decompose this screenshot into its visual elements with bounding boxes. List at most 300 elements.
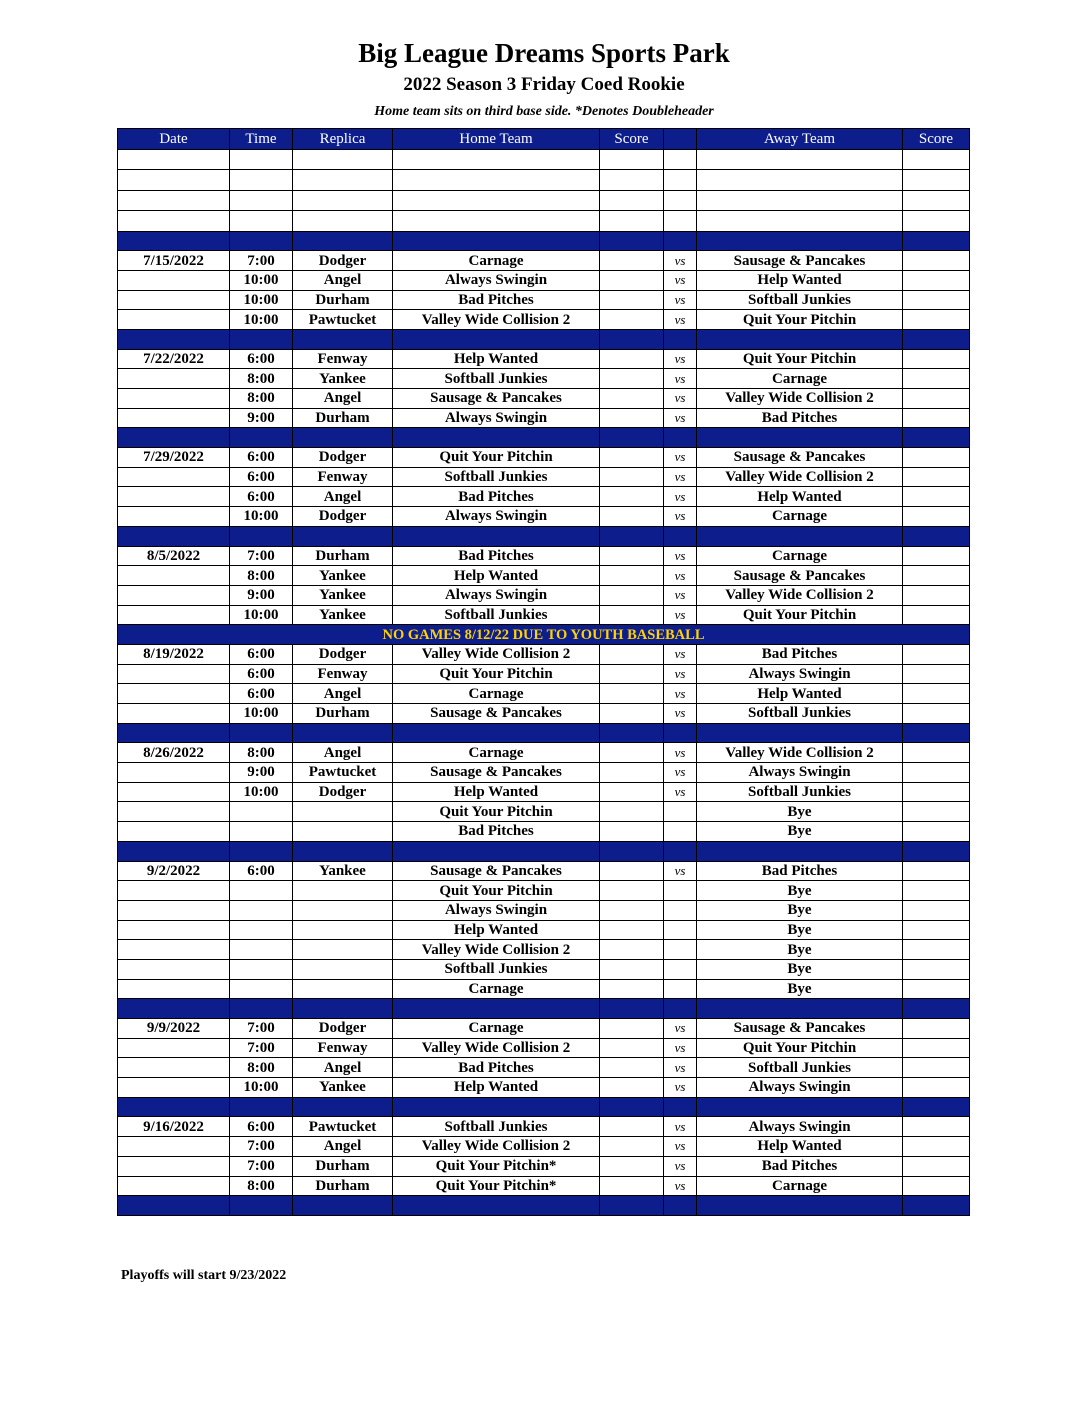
away-team-cell: Always Swingin: [697, 1078, 903, 1098]
separator-cell: [230, 526, 293, 546]
time-cell: 6:00: [230, 467, 293, 487]
replica-cell: Yankee: [293, 585, 393, 605]
away-team-cell: Sausage & Pancakes: [697, 1019, 903, 1039]
time-cell: 10:00: [230, 310, 293, 330]
home-team-cell: Help Wanted: [393, 566, 600, 586]
home-team-cell: Always Swingin: [393, 900, 600, 920]
blank-cell: [393, 211, 600, 232]
game-row: [118, 743, 970, 763]
replica-cell: Yankee: [293, 1078, 393, 1098]
separator-cell: [664, 231, 697, 251]
home-team-cell: Quit Your Pitchin: [393, 881, 600, 901]
away-score-cell: [903, 959, 970, 979]
week-separator-row: [118, 329, 970, 349]
date-cell: 8/19/2022: [118, 644, 230, 664]
date-cell: [118, 566, 230, 586]
vs-cell: vs: [664, 644, 697, 664]
away-team-cell: Softball Junkies: [697, 704, 903, 724]
vs-cell: vs: [664, 605, 697, 625]
blank-cell: [697, 149, 903, 170]
date-cell: 9/9/2022: [118, 1019, 230, 1039]
away-team-cell: Softball Junkies: [697, 782, 903, 802]
away-team-cell: Quit Your Pitchin: [697, 1038, 903, 1058]
vs-cell: vs: [664, 1038, 697, 1058]
separator-cell: [903, 231, 970, 251]
separator-cell: [664, 526, 697, 546]
away-team-cell: Bad Pitches: [697, 1156, 903, 1176]
game-row: [118, 270, 970, 290]
away-score-cell: [903, 487, 970, 507]
separator-cell: [293, 329, 393, 349]
home-score-cell: [600, 605, 664, 625]
separator-cell: [118, 526, 230, 546]
home-score-cell: [600, 1156, 664, 1176]
home-score-cell: [600, 349, 664, 369]
away-score-cell: [903, 310, 970, 330]
replica-cell: [293, 822, 393, 842]
time-cell: 6:00: [230, 664, 293, 684]
home-team-cell: Sausage & Pancakes: [393, 704, 600, 724]
game-row: [118, 310, 970, 330]
blank-cell: [230, 149, 293, 170]
time-cell: 8:00: [230, 566, 293, 586]
away-score-cell: [903, 979, 970, 999]
home-score-cell: [600, 743, 664, 763]
week-separator-row: [118, 999, 970, 1019]
home-team-cell: Quit Your Pitchin: [393, 448, 600, 468]
blank-cell: [903, 190, 970, 211]
time-cell: 8:00: [230, 389, 293, 409]
date-cell: [118, 802, 230, 822]
home-score-cell: [600, 920, 664, 940]
separator-cell: [664, 329, 697, 349]
time-cell: 7:00: [230, 1038, 293, 1058]
blank-cell: [118, 211, 230, 232]
time-cell: 7:00: [230, 1156, 293, 1176]
away-team-cell: Always Swingin: [697, 664, 903, 684]
game-row: [118, 1137, 970, 1157]
week-separator-row: [118, 841, 970, 861]
time-cell: [230, 979, 293, 999]
game-row: [118, 959, 970, 979]
separator-cell: [600, 1097, 664, 1117]
away-team-cell: Always Swingin: [697, 763, 903, 783]
away-score-cell: [903, 507, 970, 527]
home-team-cell: Quit Your Pitchin: [393, 802, 600, 822]
away-score-cell: [903, 763, 970, 783]
home-score-cell: [600, 1019, 664, 1039]
separator-cell: [230, 1196, 293, 1216]
blank-cell: [230, 190, 293, 211]
away-score-cell: [903, 684, 970, 704]
replica-cell: Dodger: [293, 507, 393, 527]
away-score-cell: [903, 900, 970, 920]
separator-cell: [393, 1196, 600, 1216]
home-score-cell: [600, 684, 664, 704]
replica-cell: Durham: [293, 546, 393, 566]
blank-cell: [664, 149, 697, 170]
time-cell: 10:00: [230, 605, 293, 625]
vs-cell: [664, 940, 697, 960]
game-row: [118, 1176, 970, 1196]
away-score-cell: [903, 290, 970, 310]
date-cell: [118, 704, 230, 724]
home-team-cell: Bad Pitches: [393, 822, 600, 842]
vs-cell: vs: [664, 782, 697, 802]
game-row: [118, 1156, 970, 1176]
vs-cell: vs: [664, 743, 697, 763]
away-team-cell: Softball Junkies: [697, 1058, 903, 1078]
blank-cell: [230, 170, 293, 191]
away-team-cell: Carnage: [697, 507, 903, 527]
separator-cell: [293, 841, 393, 861]
replica-cell: Durham: [293, 1156, 393, 1176]
away-team-cell: Bad Pitches: [697, 861, 903, 881]
separator-cell: [293, 1196, 393, 1216]
col-header-away-team: Away Team: [697, 129, 903, 150]
blank-cell: [903, 149, 970, 170]
date-cell: [118, 389, 230, 409]
replica-cell: Angel: [293, 389, 393, 409]
blank-cell: [600, 211, 664, 232]
game-row: [118, 1058, 970, 1078]
date-cell: [118, 900, 230, 920]
col-header-away-score: Score: [903, 129, 970, 150]
away-score-cell: [903, 664, 970, 684]
game-row: [118, 369, 970, 389]
game-row: [118, 940, 970, 960]
table-header-row: [118, 129, 970, 150]
date-cell: [118, 310, 230, 330]
date-cell: [118, 763, 230, 783]
date-cell: [118, 1137, 230, 1157]
schedule-body: [118, 149, 970, 1215]
date-cell: 7/29/2022: [118, 448, 230, 468]
home-score-cell: [600, 959, 664, 979]
home-score-cell: [600, 1058, 664, 1078]
vs-cell: [664, 881, 697, 901]
vs-cell: vs: [664, 507, 697, 527]
schedule-table: [117, 128, 970, 1216]
home-team-cell: Softball Junkies: [393, 605, 600, 625]
replica-cell: Fenway: [293, 467, 393, 487]
replica-cell: [293, 940, 393, 960]
vs-cell: vs: [664, 1156, 697, 1176]
separator-cell: [697, 428, 903, 448]
replica-cell: Angel: [293, 743, 393, 763]
home-score-cell: [600, 1117, 664, 1137]
home-score-cell: [600, 900, 664, 920]
no-games-notice: NO GAMES 8/12/22 DUE TO YOUTH BASEBALL: [118, 625, 970, 645]
blank-row: [118, 211, 970, 232]
away-score-cell: [903, 743, 970, 763]
home-score-cell: [600, 979, 664, 999]
game-row: [118, 448, 970, 468]
time-cell: 8:00: [230, 1176, 293, 1196]
home-score-cell: [600, 861, 664, 881]
blank-cell: [118, 149, 230, 170]
separator-cell: [697, 1097, 903, 1117]
week-separator-row: [118, 428, 970, 448]
time-cell: 6:00: [230, 349, 293, 369]
away-score-cell: [903, 1156, 970, 1176]
separator-cell: [118, 999, 230, 1019]
time-cell: 7:00: [230, 1019, 293, 1039]
home-team-cell: Quit Your Pitchin*: [393, 1156, 600, 1176]
date-cell: [118, 979, 230, 999]
vs-cell: [664, 822, 697, 842]
home-team-cell: Valley Wide Collision 2: [393, 1137, 600, 1157]
time-cell: [230, 920, 293, 940]
home-score-cell: [600, 448, 664, 468]
away-team-cell: Sausage & Pancakes: [697, 566, 903, 586]
replica-cell: Fenway: [293, 664, 393, 684]
away-score-cell: [903, 1117, 970, 1137]
game-row: [118, 802, 970, 822]
away-team-cell: Valley Wide Collision 2: [697, 743, 903, 763]
replica-cell: Pawtucket: [293, 310, 393, 330]
time-cell: 6:00: [230, 487, 293, 507]
replica-cell: Angel: [293, 270, 393, 290]
blank-cell: [293, 211, 393, 232]
home-score-cell: [600, 1176, 664, 1196]
time-cell: 8:00: [230, 369, 293, 389]
replica-cell: Yankee: [293, 566, 393, 586]
separator-cell: [600, 526, 664, 546]
blank-cell: [293, 149, 393, 170]
away-score-cell: [903, 1038, 970, 1058]
replica-cell: Yankee: [293, 861, 393, 881]
separator-cell: [118, 329, 230, 349]
home-score-cell: [600, 1078, 664, 1098]
vs-cell: [664, 900, 697, 920]
game-row: [118, 881, 970, 901]
away-team-cell: Softball Junkies: [697, 290, 903, 310]
date-cell: [118, 1058, 230, 1078]
separator-cell: [293, 999, 393, 1019]
home-score-cell: [600, 546, 664, 566]
away-team-cell: Valley Wide Collision 2: [697, 585, 903, 605]
home-team-cell: Quit Your Pitchin: [393, 664, 600, 684]
date-cell: [118, 1156, 230, 1176]
home-team-cell: Bad Pitches: [393, 1058, 600, 1078]
separator-cell: [903, 329, 970, 349]
separator-cell: [664, 1097, 697, 1117]
date-cell: [118, 467, 230, 487]
date-cell: [118, 822, 230, 842]
away-team-cell: Bye: [697, 979, 903, 999]
home-score-cell: [600, 763, 664, 783]
col-header-date: Date: [118, 129, 230, 150]
home-score-cell: [600, 310, 664, 330]
col-header-time: Time: [230, 129, 293, 150]
date-cell: 7/15/2022: [118, 251, 230, 271]
date-cell: [118, 487, 230, 507]
vs-cell: vs: [664, 1058, 697, 1078]
away-team-cell: Quit Your Pitchin: [697, 310, 903, 330]
vs-cell: [664, 979, 697, 999]
time-cell: [230, 802, 293, 822]
home-team-cell: Quit Your Pitchin*: [393, 1176, 600, 1196]
separator-cell: [664, 1196, 697, 1216]
home-team-cell: Sausage & Pancakes: [393, 861, 600, 881]
vs-cell: [664, 920, 697, 940]
separator-cell: [118, 1196, 230, 1216]
separator-cell: [903, 1196, 970, 1216]
away-score-cell: [903, 881, 970, 901]
replica-cell: Fenway: [293, 1038, 393, 1058]
blank-cell: [600, 170, 664, 191]
separator-cell: [293, 723, 393, 743]
away-score-cell: [903, 802, 970, 822]
away-score-cell: [903, 467, 970, 487]
date-cell: [118, 959, 230, 979]
game-row: [118, 1038, 970, 1058]
home-team-cell: Softball Junkies: [393, 1117, 600, 1137]
home-team-cell: Valley Wide Collision 2: [393, 644, 600, 664]
time-cell: 9:00: [230, 763, 293, 783]
blank-cell: [230, 211, 293, 232]
time-cell: 8:00: [230, 743, 293, 763]
game-row: [118, 251, 970, 271]
replica-cell: Angel: [293, 1058, 393, 1078]
separator-cell: [903, 723, 970, 743]
blank-cell: [293, 170, 393, 191]
game-row: [118, 349, 970, 369]
away-team-cell: Bye: [697, 959, 903, 979]
separator-cell: [230, 1097, 293, 1117]
game-row: [118, 467, 970, 487]
away-team-cell: Carnage: [697, 546, 903, 566]
home-score-cell: [600, 585, 664, 605]
away-score-cell: [903, 270, 970, 290]
replica-cell: Dodger: [293, 782, 393, 802]
col-header-home-team: Home Team: [393, 129, 600, 150]
game-row: [118, 1117, 970, 1137]
col-header-home-score: Score: [600, 129, 664, 150]
replica-cell: Durham: [293, 408, 393, 428]
away-score-cell: [903, 585, 970, 605]
vs-cell: [664, 802, 697, 822]
vs-cell: vs: [664, 1078, 697, 1098]
away-score-cell: [903, 349, 970, 369]
vs-cell: vs: [664, 251, 697, 271]
away-score-cell: [903, 822, 970, 842]
replica-cell: Dodger: [293, 448, 393, 468]
vs-cell: vs: [664, 1137, 697, 1157]
game-row: [118, 979, 970, 999]
time-cell: 7:00: [230, 1137, 293, 1157]
blank-cell: [293, 190, 393, 211]
away-score-cell: [903, 1019, 970, 1039]
game-row: [118, 920, 970, 940]
time-cell: 6:00: [230, 861, 293, 881]
separator-cell: [393, 841, 600, 861]
game-row: [118, 290, 970, 310]
home-team-cell: Bad Pitches: [393, 290, 600, 310]
separator-cell: [697, 1196, 903, 1216]
time-cell: 6:00: [230, 1117, 293, 1137]
home-team-cell: Help Wanted: [393, 349, 600, 369]
game-row: [118, 487, 970, 507]
separator-cell: [393, 428, 600, 448]
vs-cell: vs: [664, 467, 697, 487]
home-team-cell: Always Swingin: [393, 585, 600, 605]
separator-cell: [664, 999, 697, 1019]
date-cell: [118, 1078, 230, 1098]
home-team-cell: Always Swingin: [393, 270, 600, 290]
home-score-cell: [600, 802, 664, 822]
week-separator-row: [118, 1196, 970, 1216]
time-cell: 10:00: [230, 507, 293, 527]
separator-cell: [697, 231, 903, 251]
home-score-cell: [600, 369, 664, 389]
date-cell: [118, 1176, 230, 1196]
separator-cell: [118, 428, 230, 448]
time-cell: 8:00: [230, 1058, 293, 1078]
away-score-cell: [903, 408, 970, 428]
replica-cell: Durham: [293, 290, 393, 310]
separator-cell: [697, 723, 903, 743]
separator-cell: [903, 841, 970, 861]
home-score-cell: [600, 487, 664, 507]
home-team-cell: Carnage: [393, 251, 600, 271]
separator-cell: [230, 231, 293, 251]
separator-cell: [293, 1097, 393, 1117]
home-team-cell: Carnage: [393, 684, 600, 704]
home-score-cell: [600, 408, 664, 428]
vs-cell: vs: [664, 290, 697, 310]
separator-cell: [600, 999, 664, 1019]
separator-cell: [600, 231, 664, 251]
home-team-cell: Help Wanted: [393, 920, 600, 940]
away-team-cell: Help Wanted: [697, 1137, 903, 1157]
replica-cell: [293, 979, 393, 999]
playoffs-note: Playoffs will start 9/23/2022: [121, 1268, 287, 1283]
home-team-cell: Carnage: [393, 743, 600, 763]
game-row: [118, 704, 970, 724]
away-team-cell: Help Wanted: [697, 487, 903, 507]
away-team-cell: Quit Your Pitchin: [697, 605, 903, 625]
date-cell: 8/26/2022: [118, 743, 230, 763]
home-score-cell: [600, 467, 664, 487]
blank-cell: [697, 170, 903, 191]
time-cell: 9:00: [230, 585, 293, 605]
date-cell: [118, 1038, 230, 1058]
blank-cell: [697, 190, 903, 211]
home-team-cell: Valley Wide Collision 2: [393, 940, 600, 960]
away-score-cell: [903, 1176, 970, 1196]
game-row: [118, 566, 970, 586]
home-score-cell: [600, 1137, 664, 1157]
page-subtitle: 2022 Season 3 Friday Coed Rookie: [403, 74, 685, 95]
separator-cell: [118, 723, 230, 743]
away-team-cell: Quit Your Pitchin: [697, 349, 903, 369]
vs-cell: vs: [664, 1019, 697, 1039]
game-row: [118, 389, 970, 409]
home-team-cell: Bad Pitches: [393, 487, 600, 507]
time-cell: 10:00: [230, 782, 293, 802]
separator-cell: [293, 428, 393, 448]
time-cell: 10:00: [230, 704, 293, 724]
replica-cell: Pawtucket: [293, 763, 393, 783]
home-score-cell: [600, 566, 664, 586]
separator-cell: [697, 841, 903, 861]
separator-cell: [118, 1097, 230, 1117]
separator-cell: [600, 1196, 664, 1216]
away-team-cell: Valley Wide Collision 2: [697, 467, 903, 487]
away-score-cell: [903, 1078, 970, 1098]
